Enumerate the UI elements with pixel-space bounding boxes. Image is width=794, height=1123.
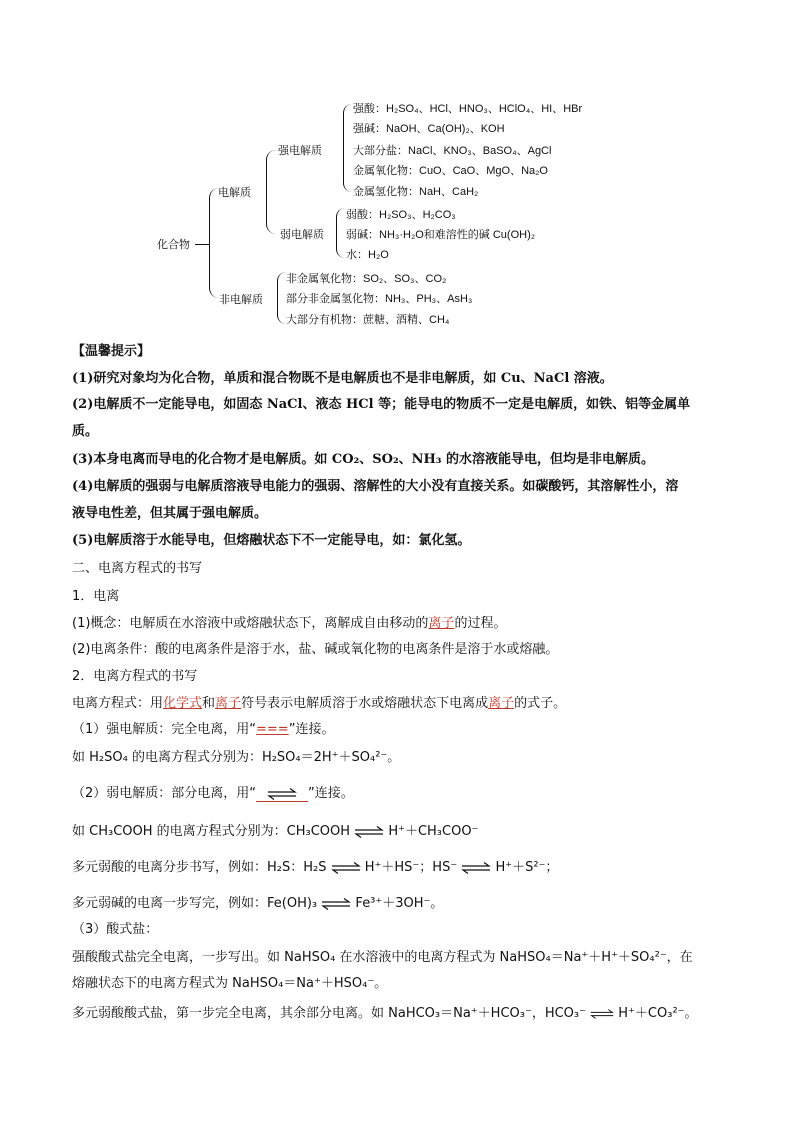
tip-line: 液导电性差，但其属于强电解质。 — [72, 506, 268, 521]
blank-answer: 离子 — [488, 696, 515, 711]
tree-electrolyte: 电解质 — [218, 187, 251, 199]
strong-item: 大部分盐：NaCl、KNO₃、BaSO₄、AgCl — [353, 145, 552, 157]
non-item: 非金属氧化物：SO₂、SO₃、CO₂ — [286, 273, 447, 285]
example-line: 多元弱碱的电离一步写完，例如：Fe(OH)₃ Fe³⁺＋3OH⁻。 — [72, 896, 444, 911]
tree-weak: 弱电解质 — [280, 229, 324, 241]
non-item: 部分非金属氢化物：NH₃、PH₃、AsH₃ — [286, 293, 473, 305]
blank-answer: 离子 — [428, 616, 455, 631]
blank-answer: 化学式 — [163, 696, 203, 711]
acid-salt-line: 熔融状态下的电离方程式为 NaHSO₄＝Na⁺＋HSO₄⁻。 — [72, 976, 388, 991]
blank-answer — [256, 786, 308, 802]
non-item: 大部分有机物：蔗糖、酒精、CH₄ — [286, 314, 450, 326]
tip-line: (4)电解质的强弱与电解质溶液导电能力的强弱、溶解性的大小没有直接关系。如碳酸钙，其溶解性小，溶 — [72, 479, 679, 494]
tree-root: 化合物 — [157, 239, 190, 251]
definition-line: 电离方程式：用化学式和离子符号表示电解质溶于水或熔融状态下电离成离子的式子。 — [72, 696, 567, 711]
reversible-arrow-icon — [267, 788, 297, 800]
tree-bracket-non — [277, 272, 286, 324]
blank-answer: 离子 — [215, 696, 242, 711]
weak-electrolyte-line: （2）弱电解质：部分电离，用“ ”连接。 — [72, 786, 354, 801]
strong-electrolyte-line: （1）强电解质：完全电离，用“===”连接。 — [72, 722, 335, 737]
example-line: 如 H₂SO₄ 的电离方程式分别为：H₂SO₄＝2H⁺＋SO₄²⁻。 — [72, 750, 401, 765]
weak-item: 弱酸：H₂SO₃、H₂CO₃ — [346, 209, 456, 221]
strong-item: 金属氢化物：NaH、CaH₂ — [353, 186, 479, 198]
example-line: 多元弱酸的电离分步书写，例如：H₂S：H₂S H⁺＋HS⁻；HS⁻ H⁺＋S²⁻； — [72, 860, 559, 875]
tip-line: (2)电解质不一定能导电，如固态 NaCl、液态 HCl 等；能导电的物质不一定是电解质，如铁、铝等金属单 — [72, 397, 691, 412]
acid-salt-line: 强酸酸式盐完全电离，一步写出。如 NaHSO₄ 在水溶液中的电离方程式为 NaHSO₄＝Na⁺＋H⁺＋SO₄²⁻，在 — [72, 950, 693, 965]
tree-bracket-root — [209, 188, 220, 298]
example-line: 如 CH₃COOH 的电离方程式分别为：CH₃COOH H⁺＋CH₃COO⁻ — [72, 824, 479, 839]
acid-salt-line: 多元弱酸酸式盐，第一步完全电离，其余部分电离。如 NaHCO₃＝Na⁺＋HCO₃⁻，HCO₃⁻ H⁺＋CO₃²⁻。 — [72, 1006, 698, 1021]
strong-item: 强酸：H₂SO₄、HCl、HNO₃、HClO₄、HI、HBr — [353, 103, 583, 115]
tree-non-electrolyte: 非电解质 — [219, 294, 263, 306]
blank-answer: === — [256, 722, 289, 737]
concept-line: (1)概念：电解质在水溶液中或熔融状态下，离解成自由移动的离子的过程。 — [72, 616, 507, 631]
tips-title: 【温馨提示】 — [72, 344, 151, 359]
reversible-arrow-icon — [461, 862, 491, 874]
tip-line: (5)电解质溶于水能导电，但熔融状态下不一定能导电，如：氯化氢。 — [72, 533, 471, 548]
tree-strong: 强电解质 — [278, 145, 322, 157]
tree-bracket-strong — [343, 104, 352, 192]
tip-line: (3)本身电离而导电的化合物才是电解质。如 CO₂、SO₂、NH₃ 的水溶液能导电，但均是非电解质。 — [72, 452, 655, 467]
reversible-arrow-icon — [590, 1008, 614, 1020]
tip-line: 质。 — [72, 424, 99, 439]
subsection-heading: （3）酸式盐： — [72, 922, 159, 937]
reversible-arrow-icon — [354, 826, 384, 838]
weak-item: 水：H₂O — [346, 249, 389, 261]
tree-connector — [195, 244, 209, 245]
reversible-arrow-icon — [331, 862, 361, 874]
tree-bracket-weak — [336, 208, 345, 258]
strong-item: 金属氧化物：CuO、CaO、MgO、Na₂O — [353, 165, 548, 177]
strong-item: 强碱：NaOH、Ca(OH)₂、KOH — [353, 123, 505, 135]
tip-line: (1)研究对象均为化合物，单质和混合物既不是电解质也不是非电解质，如 Cu、NaCl 溶液。 — [72, 371, 613, 386]
tree-bracket-electrolyte — [266, 150, 277, 234]
subsection-heading: 1．电离 — [72, 589, 120, 604]
subsection-heading: 2．电离方程式的书写 — [72, 669, 198, 684]
weak-item: 弱碱：NH₃·H₂O和难溶性的碱 Cu(OH)₂ — [346, 229, 536, 241]
condition-line: (2)电离条件：酸的电离条件是溶于水，盐、碱或氧化物的电离条件是溶于水或熔融。 — [72, 642, 559, 657]
section-heading: 二、电离方程式的书写 — [72, 561, 203, 576]
reversible-arrow-icon — [321, 898, 351, 910]
